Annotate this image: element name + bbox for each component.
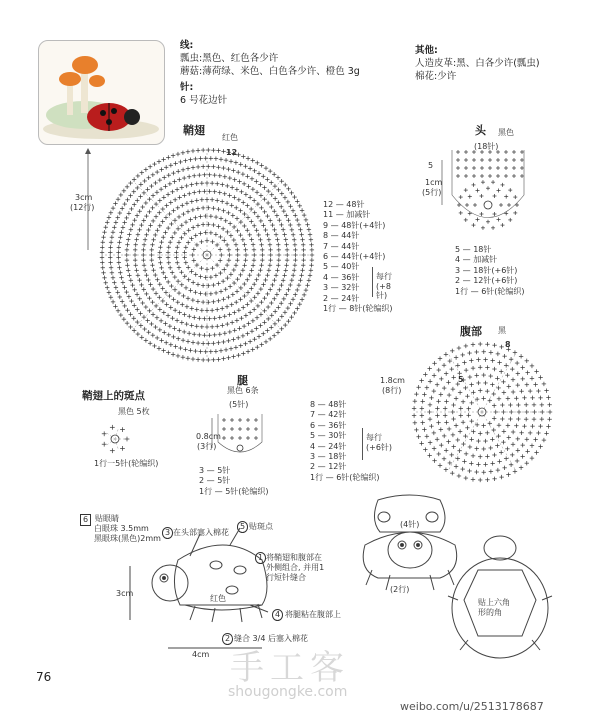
leg-size-rows: (3行) — [197, 442, 217, 451]
wing-size-cm: 3cm — [75, 193, 93, 202]
yarn-ladybug: 瓢虫:黑色、红色各少许 — [180, 53, 279, 64]
belly-row-item: 3 — 18针 — [310, 452, 347, 462]
leg-row-item: 2 — 5针 — [199, 476, 231, 486]
needle-heading: 针: — [180, 82, 194, 93]
wing-row-item: 8 — 44针 — [323, 231, 360, 241]
wing-row-item: 2 — 24针 — [323, 293, 360, 303]
head-row-item: 5 — 18针 — [455, 245, 492, 254]
head-size-rows: (5行) — [422, 188, 442, 197]
head-row-item: 4 — 加减针 — [455, 255, 498, 265]
belly-inner-label: 5 — [458, 375, 464, 384]
belly-size-cm: 1.8cm — [380, 376, 405, 385]
wing-row-item: 12 — 48针 — [323, 200, 365, 209]
leg-title: 腿 — [237, 374, 248, 387]
wing-row-item: 11 — 加减针 — [323, 210, 371, 220]
other-heading: 其他: — [415, 45, 438, 56]
needle-value: 6 号花边针 — [180, 95, 228, 106]
step1-number: 1 — [255, 552, 266, 564]
wing-row-item: 9 — 48针(+4针) — [323, 220, 386, 230]
wing-row-item: 7 — 44针 — [323, 241, 360, 251]
head-row-item: 2 — 12针(+6针) — [455, 276, 518, 286]
leg-row-item: 3 — 5针 — [199, 466, 231, 475]
wing-bracket-note: 每行 (+8针) — [376, 272, 392, 301]
belly-row-item: 2 — 12针 — [310, 462, 347, 472]
front-row-count: (2行) — [390, 585, 410, 594]
wing-row-item: 6 — 44针(+4针) — [323, 252, 386, 262]
front-stitch-count: (4针) — [400, 520, 420, 529]
belly-row-item: 4 — 24针 — [310, 441, 347, 451]
wing-row-item: 3 — 32针 — [323, 283, 360, 293]
wing-row-item: 4 — 36针 — [323, 272, 360, 282]
wing-title: 鞘翅 — [183, 124, 205, 137]
step1-text: 将鞘翅和腹部在外侧组合, 并用1行短针缝合 — [266, 553, 325, 582]
step4-number: 4 — [272, 609, 283, 621]
page-number: 76 — [36, 670, 52, 684]
assembly-width: 4cm — [192, 650, 210, 659]
step6-number: 6 — [80, 514, 91, 526]
spot-row-text: 1行一5针(轮编织) — [94, 459, 159, 468]
belly-size-rows: (8行) — [382, 386, 402, 395]
head-row-item: 1行 — 6针(轮编织) — [455, 286, 525, 296]
weibo-handle: weibo.com/u/2513178687 — [400, 700, 544, 713]
step5-text: 贴斑点 — [249, 522, 273, 531]
leg-top-count: (5针) — [229, 400, 249, 409]
wing-row-item: 5 — 40针 — [323, 262, 360, 272]
assembly-height: 3cm — [116, 589, 134, 598]
spot-color: 黑色 5枚 — [118, 407, 150, 416]
step3-text: 在头部塞入棉花 — [173, 528, 229, 537]
eye-white-label: 白眼珠 3.5mm — [94, 524, 149, 533]
step4-text: 将腿粘在腹部上 — [285, 610, 341, 619]
wing-row-item: 1行 — 8针(轮编织) — [323, 304, 393, 314]
step2-text: 缝合 3/4 后塞入棉花 — [234, 634, 308, 643]
eye-black-label: 黑眼珠(黑色)2mm — [94, 534, 161, 543]
belly-row-item: 5 — 30针 — [310, 431, 347, 441]
step3-number: 3 — [162, 527, 173, 539]
red-body-label: 红色 — [210, 594, 226, 603]
other-cotton: 棉花:少许 — [415, 71, 457, 82]
belly-start-label: 8 — [505, 340, 511, 349]
watermark-cn: 手工客 — [230, 648, 350, 688]
belly-bracket-note: 每行 (+6针) — [366, 433, 393, 452]
watermark-url: shougongke.com — [228, 684, 348, 700]
step2-number: 2 — [222, 633, 233, 645]
head-title: 头 — [475, 124, 486, 137]
yarn-mushroom: 蘑菇:薄荷绿、米色、白色各少许、橙色 3g — [180, 66, 360, 77]
belly-row-item: 1行 — 6针(轮编织) — [310, 472, 380, 482]
step6-text: 贴眼睛 — [95, 514, 119, 523]
belly-row-item: 7 — 42针 — [310, 410, 347, 420]
belly-title: 腹部 — [460, 325, 482, 338]
head-row-item: 3 — 18针(+6针) — [455, 265, 518, 275]
head-top-count: (18针) — [474, 142, 499, 151]
head-size-cm: 1cm — [425, 178, 443, 187]
leg-size-cm: 0.8cm — [196, 432, 221, 441]
head-row-label: 5 — [428, 161, 434, 170]
spot-title: 鞘翅上的斑点 — [82, 390, 145, 402]
wing-size-rows: (12行) — [70, 203, 95, 212]
other-leather: 人造皮革:黑、白各少许(瓢虫) — [415, 58, 540, 69]
wing-start-label: 12 — [226, 148, 238, 157]
yarn-heading: 线: — [180, 40, 194, 51]
wing-color: 红色 — [222, 133, 238, 142]
belly-color: 黑 — [498, 326, 506, 335]
leg-row-item: 1行 — 5针(轮编织) — [199, 486, 269, 496]
hex-note: 贴上六角形的角 — [478, 598, 510, 617]
belly-row-item: 8 — 48针 — [310, 400, 347, 409]
step5-number: 5 — [237, 521, 248, 533]
belly-row-item: 6 — 36针 — [310, 420, 347, 430]
head-color: 黑色 — [498, 128, 514, 137]
leg-color: 黑色 6条 — [227, 386, 259, 395]
